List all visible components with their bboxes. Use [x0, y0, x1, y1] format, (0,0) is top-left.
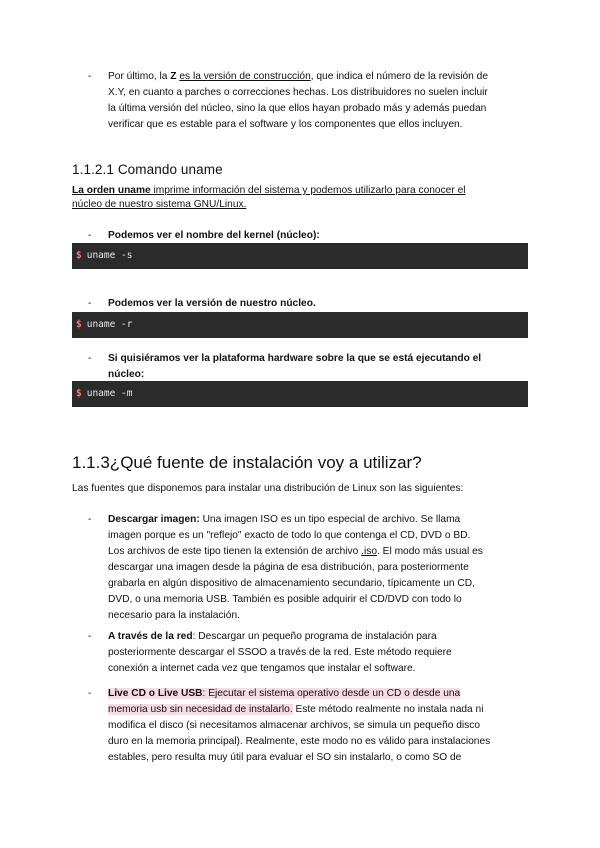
command-text: uname -r: [86, 319, 133, 330]
intro-line-4: verificar que es estable para el software y los componentes que ellos incluyen.: [108, 119, 463, 130]
version-link-text: es la versión de construcción: [179, 71, 311, 82]
intro-line-2: X.Y, en cuanto a parches o correcciones hechas. Los distribuidores no suelen incluir: [108, 87, 488, 98]
command-text: uname -s: [86, 250, 133, 261]
heading-comando-uname: 1.1.2.1 Comando uname: [72, 162, 223, 177]
bullet-dash: -: [88, 71, 92, 82]
code-block-uname-s: [72, 243, 528, 269]
intro-line-3: la última versión del núcleo, sino la que ellos hayan probado más y además puedan: [108, 103, 487, 114]
uname-intro: La orden uname imprime información del sistema y podemos utilizarlo para conocer el núcleo de nuestro sistema GNU/Linux.: [72, 185, 466, 210]
source-descargar-imagen: - Descargar imagen: Una imagen ISO es un tipo especial de archivo. Se llama imagen porque es un "reflejo" exacto de todo lo que contenga el CD, DVD o BD. Los archivos de este tipo tienen la extensión de archivo .iso. El modo más usual es descargar una imagen desde la página de esa distribución, para posteriormente grabarla en algún dispositivo de almacenamiento secundario, típicamente un CD, DVD, o una memoria USB. También es posible adquirir el CD/DVD con todo lo necesario para la instalación.: [88, 514, 483, 621]
uname-item-3: - Si quisiéramos ver la plataforma hardware sobre la que se está ejecutando el núcleo:: [88, 353, 482, 380]
code-block-uname-m: $ uname -m: [72, 381, 528, 407]
source-live-cd-usb: - Live CD o Live USB: Ejecutar el sistema operativo desde un CD o desde una memoria usb sin necesidad de instalarlo. Este método realmente no instala nada ni modifica el disco (si necesitamos almacenar archivos, se simula un pequeño disco duro en la memoria principal). Realmente, este modo no es válido para instalaciones estables, pero resulta muy útil para evaluar el SO sin instalarlo, o como SO de: [88, 688, 491, 763]
iso-extension: .iso: [361, 546, 378, 557]
heading-fuente-instalacion: 1.1.3¿Qué fuente de instalación voy a utilizar?: [72, 453, 422, 472]
intro-line-1: Por último, la Z es la versión de construcción, que indica el número de la revisión de: [108, 71, 488, 82]
uname-item-1: - Podemos ver el nombre del kernel (núcleo):: [88, 230, 320, 241]
prompt-symbol: $: [76, 250, 82, 261]
uname-item-2: - Podemos ver la versión de nuestro núcleo.: [88, 298, 316, 309]
install-intro: Las fuentes que disponemos para instalar una distribución de Linux son las siguientes:: [72, 483, 464, 494]
intro-bullet: [72, 69, 528, 133]
code-block-uname-r: $ uname -r: [72, 312, 528, 338]
command-text: uname -m: [86, 388, 133, 399]
source-a-traves-red: - A través de la red: Descargar un pequeño programa de instalación para posteriormente descargar el SSOO a través de la red. Este método requiere conexión a internet cada vez que tengamos que instalar el software.: [88, 631, 452, 674]
